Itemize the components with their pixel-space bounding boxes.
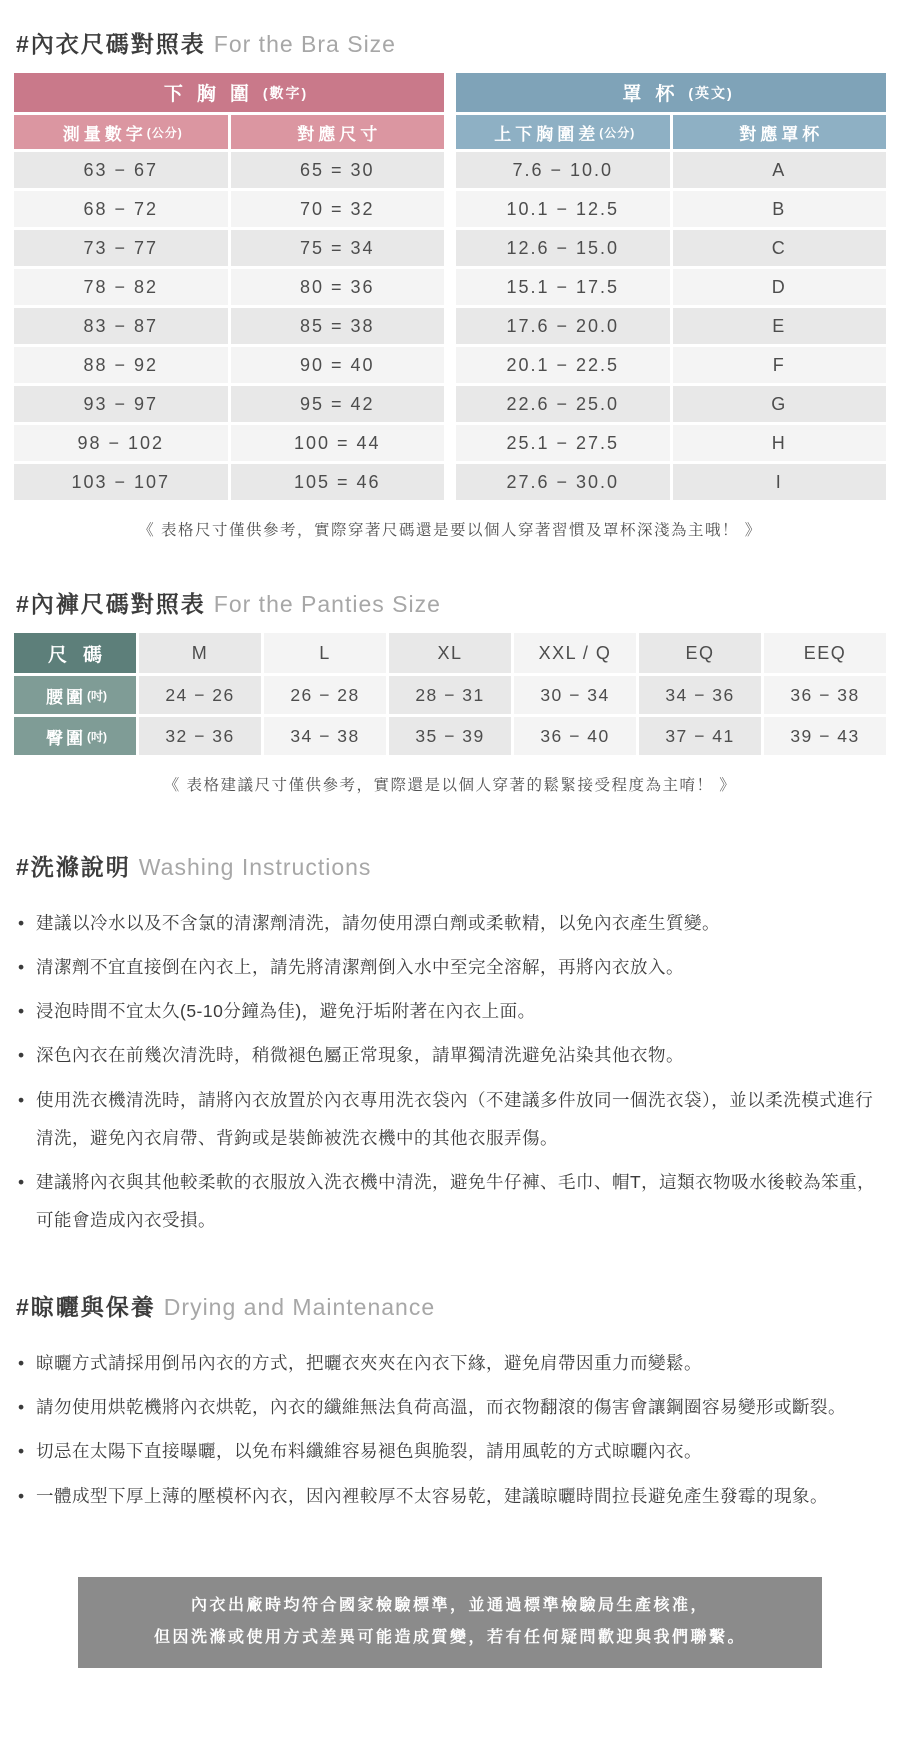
cup-size-table [456,73,886,500]
cup-letter-cell: C [673,230,887,266]
panties-table-body [14,676,886,755]
band-range-cell: 98 − 102 [14,425,228,461]
cup-size-row [456,269,886,305]
cup-letter-cell: I [673,464,887,500]
bra-section-title [16,26,886,59]
panties-size-column-header: M [139,633,261,673]
panties-row-label: 臀圍 (吋) [14,717,136,755]
band-size-cell: 95 = 42 [231,386,445,422]
cup-letter-cell: G [673,386,887,422]
cup-size-row [456,425,886,461]
band-column-header-measure: 測量數字 (公分) [14,115,228,149]
drying-instruction-item: • 切忌在太陽下直接曝曬，以免布料纖維容易褪色與脆裂，請用風乾的方式晾曬內衣。 [16,1432,884,1470]
panties-measurement-row [14,676,886,714]
band-size-row [14,464,444,500]
panties-value-cell: 37 − 41 [639,717,761,755]
band-table-body [14,152,444,500]
cup-letter-cell: H [673,425,887,461]
band-range-cell: 78 − 82 [14,269,228,305]
bra-table-note: 《 表格尺寸僅供參考，實際穿著尺碼還是要以個人穿著習慣及罩杯深淺為主哦！ 》 [138,522,762,539]
footer-notice-line1: 內衣出廠時均符合國家檢驗標準，並通過標準檢驗局生產核准， [190,1596,709,1614]
band-range-cell: 93 − 97 [14,386,228,422]
bra-title-en: For the Bra Size [213,31,396,57]
panties-value-cell: 35 − 39 [389,717,511,755]
panties-value-cell: 39 − 43 [764,717,886,755]
cup-letter-cell: A [673,152,887,188]
band-range-cell: 68 − 72 [14,191,228,227]
band-size-cell: 100 = 44 [231,425,445,461]
panties-value-cell: 28 − 31 [389,676,511,714]
band-size-cell: 75 = 34 [231,230,445,266]
drying-section-title [16,1289,886,1322]
footer-notice-line2: 但因洗滌或使用方式差異可能造成質變，若有任何疑問歡迎與我們聯繫。 [153,1629,746,1647]
washing-instructions-list [14,904,886,1239]
panties-size-column-header: L [264,633,386,673]
cup-diff-cell: 12.6 − 15.0 [456,230,670,266]
drying-title-zh: #晾曬與保養 [16,1294,156,1321]
cup-table-body [456,152,886,500]
band-table-subheader [14,115,444,149]
panties-section-title [16,586,886,619]
washing-section-title [16,849,886,882]
band-size-cell: 65 = 30 [231,152,445,188]
band-size-row [14,308,444,344]
band-range-cell: 73 − 77 [14,230,228,266]
panties-value-cell: 26 − 28 [264,676,386,714]
washing-instruction-item: • 深色內衣在前幾次清洗時，稍微褪色屬正常現象，請單獨清洗避免沾染其他衣物。 [16,1036,884,1074]
cup-size-row [456,152,886,188]
cup-letter-cell: B [673,191,887,227]
band-range-cell: 63 − 67 [14,152,228,188]
washing-title-zh: #洗滌說明 [16,854,131,880]
washing-instruction-item: • 清潔劑不宜直接倒在內衣上，請先將清潔劑倒入水中至完全溶解，再將內衣放入。 [16,948,884,986]
band-table-header-label: 下胸圍 [163,84,263,105]
drying-instruction-item: • 請勿使用烘乾機將內衣烘乾，內衣的纖維無法負荷高溫，而衣物翻滾的傷害會讓鋼圈容易變形或斷裂。 [16,1388,884,1426]
cup-size-row [456,308,886,344]
washing-instruction-item: • 浸泡時間不宜太久(5-10分鐘為佳)，避免汙垢附著在內衣上面。 [16,992,884,1030]
panties-title-en: For the Panties Size [213,591,441,617]
band-table-header-unit: (數字) [262,84,309,101]
cup-column-header-diff: 上下胸圍差 (公分) [456,115,670,149]
cup-column-header-cup: 對應罩杯 [673,115,887,149]
band-size-cell: 85 = 38 [231,308,445,344]
band-size-row [14,269,444,305]
cup-diff-cell: 17.6 − 20.0 [456,308,670,344]
bra-size-tables [14,73,886,500]
band-size-cell: 80 = 36 [231,269,445,305]
band-size-cell: 105 = 46 [231,464,445,500]
band-size-row [14,152,444,188]
band-size-cell: 70 = 32 [231,191,445,227]
cup-size-row [456,191,886,227]
drying-instructions-list [14,1344,886,1515]
band-size-row [14,191,444,227]
cup-letter-cell: F [673,347,887,383]
cup-table-subheader [456,115,886,149]
cup-diff-cell: 20.1 − 22.5 [456,347,670,383]
band-range-cell: 103 − 107 [14,464,228,500]
panties-measurement-row [14,717,886,755]
panties-size-column-header: EQ [639,633,761,673]
cup-size-row [456,464,886,500]
panties-size-column-header: XL [389,633,511,673]
panties-table-note: 《 表格建議尺寸僅供參考，實際還是以個人穿著的鬆緊接受程度為主唷！ 》 [163,777,737,794]
cup-diff-cell: 7.6 − 10.0 [456,152,670,188]
drying-instruction-item: • 一體成型下厚上薄的壓模杯內衣，因內裡較厚不太容易乾，建議晾曬時間拉長避免產生發霉的現象。 [16,1477,884,1515]
cup-diff-cell: 22.6 − 25.0 [456,386,670,422]
washing-instruction-item: • 使用洗衣機清洗時，請將內衣放置於內衣專用洗衣袋內（不建議多件放同一個洗衣袋），並以柔洗模式進行清洗，避免內衣肩帶、背鉤或是裝飾被洗衣機中的其他衣服弄傷。 [16,1081,884,1157]
band-range-cell: 88 − 92 [14,347,228,383]
band-size-cell: 90 = 40 [231,347,445,383]
band-size-row [14,425,444,461]
panties-value-cell: 36 − 40 [514,717,636,755]
cup-table-header [456,73,886,112]
drying-instruction-item: • 晾曬方式請採用倒吊內衣的方式，把曬衣夾夾在內衣下緣，避免肩帶因重力而變鬆。 [16,1344,884,1382]
panties-title-zh: #內褲尺碼對照表 [16,591,206,617]
cup-table-header-label: 罩杯 [622,84,689,105]
band-table-header [14,73,444,112]
washing-title-en: Washing Instructions [138,854,372,880]
panties-value-cell: 34 − 36 [639,676,761,714]
drying-title-en: Drying and Maintenance [163,1294,436,1321]
cup-diff-cell: 27.6 − 30.0 [456,464,670,500]
band-size-table [14,73,444,500]
footer-notice [78,1577,822,1669]
panties-value-cell: 36 − 38 [764,676,886,714]
panties-value-cell: 30 − 34 [514,676,636,714]
panties-header-row [14,633,886,673]
cup-size-row [456,230,886,266]
panties-value-cell: 32 − 36 [139,717,261,755]
cup-letter-cell: D [673,269,887,305]
band-range-cell: 83 − 87 [14,308,228,344]
panties-value-cell: 34 − 38 [264,717,386,755]
panties-row-label: 腰圍 (吋) [14,676,136,714]
band-size-row [14,347,444,383]
panties-size-table [14,633,886,755]
band-column-header-size: 對應尺寸 [231,115,445,149]
cup-table-header-unit: (英文) [688,84,734,101]
cup-diff-cell: 10.1 − 12.5 [456,191,670,227]
cup-size-row [456,347,886,383]
cup-diff-cell: 25.1 − 27.5 [456,425,670,461]
cup-letter-cell: E [673,308,887,344]
band-size-row [14,386,444,422]
panties-corner-header: 尺碼 [14,633,136,673]
bra-title-zh: #內衣尺碼對照表 [16,31,206,57]
panties-size-column-header: EEQ [764,633,886,673]
panties-value-cell: 24 − 26 [139,676,261,714]
band-size-row [14,230,444,266]
cup-size-row [456,386,886,422]
cup-diff-cell: 15.1 − 17.5 [456,269,670,305]
washing-instruction-item: • 建議以冷水以及不含氯的清潔劑清洗，請勿使用漂白劑或柔軟精，以免內衣產生質變。 [16,904,884,942]
washing-instruction-item: • 建議將內衣與其他較柔軟的衣服放入洗衣機中清洗，避免牛仔褲、毛巾、帽T，這類衣物吸水後較為笨重，可能會造成內衣受損。 [16,1163,884,1239]
panties-size-column-header: XXL / Q [514,633,636,673]
